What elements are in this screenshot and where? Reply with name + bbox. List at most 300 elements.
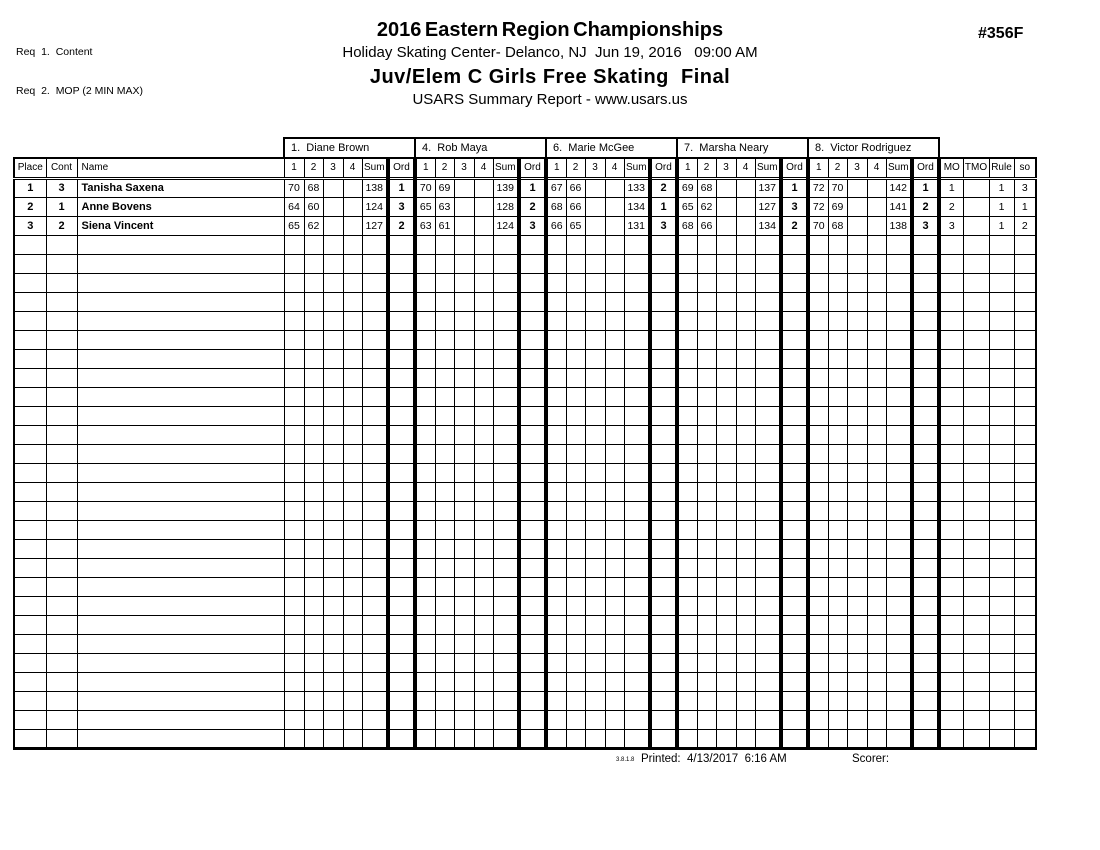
empty-cell (454, 387, 474, 406)
empty-cell (14, 330, 46, 349)
empty-cell (828, 406, 847, 425)
ord-cell: 1 (388, 178, 415, 197)
empty-cell (474, 349, 493, 368)
empty-cell (14, 558, 46, 577)
empty-cell (989, 463, 1014, 482)
empty-cell (343, 520, 362, 539)
col-header-sum: Sum (624, 158, 650, 178)
empty-cell (939, 463, 963, 482)
empty-cell (474, 387, 493, 406)
empty-cell (939, 558, 963, 577)
empty-cell (808, 444, 828, 463)
results-table (13, 137, 1037, 750)
empty-cell (716, 482, 736, 501)
empty-cell (566, 425, 585, 444)
empty-cell (808, 425, 828, 444)
empty-cell (77, 520, 284, 539)
empty-cell (1014, 349, 1036, 368)
empty-cell (362, 235, 388, 254)
empty-cell (736, 520, 755, 539)
empty-cell (624, 387, 650, 406)
empty-cell (546, 311, 566, 330)
empty-cell (519, 235, 546, 254)
empty-cell (650, 520, 677, 539)
empty-cell (912, 558, 939, 577)
empty-cell (886, 235, 912, 254)
empty-cell (566, 368, 585, 387)
empty-cell (435, 596, 454, 615)
empty-cell (939, 235, 963, 254)
empty-cell (546, 349, 566, 368)
empty-cell (284, 425, 304, 444)
empty-cell (14, 425, 46, 444)
empty-cell (493, 596, 519, 615)
empty-cell (435, 368, 454, 387)
col-header-sum: Sum (493, 158, 519, 178)
empty-cell (624, 672, 650, 691)
col-header-tmo: TMO (963, 158, 989, 178)
empty-cell (566, 634, 585, 653)
mark-cell (716, 178, 736, 197)
empty-cell (546, 539, 566, 558)
empty-cell (546, 691, 566, 710)
empty-cell (867, 292, 886, 311)
mark-cell: 70 (808, 216, 828, 235)
empty-cell (77, 254, 284, 273)
empty-cell (474, 653, 493, 672)
empty-cell (677, 520, 697, 539)
empty-cell (1014, 482, 1036, 501)
empty-cell (677, 729, 697, 748)
empty-cell (989, 482, 1014, 501)
mark-cell: 69 (677, 178, 697, 197)
empty-cell (697, 425, 716, 444)
empty-cell (14, 615, 46, 634)
empty-cell (677, 406, 697, 425)
empty-cell (415, 653, 435, 672)
empty-cell (388, 330, 415, 349)
empty-cell (886, 292, 912, 311)
empty-cell (415, 520, 435, 539)
empty-cell (304, 539, 323, 558)
empty-cell (755, 406, 781, 425)
empty-cell (435, 425, 454, 444)
empty-cell (781, 425, 808, 444)
empty-cell (605, 349, 624, 368)
empty-cell (912, 311, 939, 330)
empty-cell (454, 463, 474, 482)
empty-cell (388, 311, 415, 330)
empty-cell (493, 425, 519, 444)
mark-cell (585, 197, 605, 216)
empty-cell (77, 330, 284, 349)
empty-cell (624, 710, 650, 729)
empty-cell (716, 254, 736, 273)
ord-cell: 3 (912, 216, 939, 235)
empty-cell (323, 273, 343, 292)
empty-cell (546, 615, 566, 634)
empty-cell (755, 691, 781, 710)
empty-cell (415, 634, 435, 653)
empty-cell (624, 463, 650, 482)
empty-cell (847, 254, 867, 273)
empty-cell (454, 349, 474, 368)
ord-cell: 1 (519, 178, 546, 197)
empty-cell (989, 311, 1014, 330)
empty-cell (1014, 501, 1036, 520)
empty-cell (939, 254, 963, 273)
empty-cell (605, 672, 624, 691)
empty-cell (519, 482, 546, 501)
ord-cell: 1 (912, 178, 939, 197)
empty-cell (546, 501, 566, 520)
empty-cell (867, 349, 886, 368)
empty-cell (650, 368, 677, 387)
empty-cell (362, 558, 388, 577)
empty-cell (343, 539, 362, 558)
empty-cell (585, 463, 605, 482)
empty-cell (14, 501, 46, 520)
empty-cell (886, 596, 912, 615)
empty-cell (435, 558, 454, 577)
empty-cell (323, 558, 343, 577)
empty-cell (912, 463, 939, 482)
empty-cell (828, 330, 847, 349)
mark-cell: 67 (546, 178, 566, 197)
empty-cell (847, 729, 867, 748)
empty-cell (697, 463, 716, 482)
empty-cell (828, 691, 847, 710)
sum-cell: 127 (755, 197, 781, 216)
empty-cell (697, 406, 716, 425)
col-header-mark4: 4 (474, 158, 493, 178)
empty-cell (546, 653, 566, 672)
table-row (14, 158, 1036, 178)
empty-cell (605, 653, 624, 672)
empty-cell (828, 235, 847, 254)
mark-cell (736, 178, 755, 197)
empty-cell (323, 482, 343, 501)
empty-cell (435, 273, 454, 292)
empty-cell (697, 349, 716, 368)
empty-cell (323, 577, 343, 596)
empty-cell (474, 311, 493, 330)
empty-cell (650, 672, 677, 691)
empty-cell (415, 501, 435, 520)
empty-cell (519, 539, 546, 558)
empty-cell (963, 425, 989, 444)
empty-cell (1014, 406, 1036, 425)
empty-cell (736, 292, 755, 311)
col-header-ord: Ord (781, 158, 808, 178)
mark-cell: 72 (808, 197, 828, 216)
empty-cell (736, 634, 755, 653)
empty-cell (886, 406, 912, 425)
empty-cell (963, 330, 989, 349)
empty-cell (677, 444, 697, 463)
empty-cell (474, 425, 493, 444)
empty-cell (388, 406, 415, 425)
empty-cell (46, 615, 77, 634)
empty-cell (323, 710, 343, 729)
empty-cell (304, 387, 323, 406)
empty-cell (677, 558, 697, 577)
empty-cell (1014, 425, 1036, 444)
empty-cell (304, 273, 323, 292)
empty-cell (912, 672, 939, 691)
empty-cell (388, 387, 415, 406)
empty-cell (781, 463, 808, 482)
rule-cell: 1 (989, 197, 1014, 216)
empty-cell (14, 292, 46, 311)
empty-cell (736, 425, 755, 444)
empty-cell (650, 311, 677, 330)
empty-cell (736, 558, 755, 577)
empty-cell (519, 463, 546, 482)
empty-cell (362, 539, 388, 558)
empty-cell (435, 672, 454, 691)
empty-cell (546, 729, 566, 748)
empty-cell (304, 349, 323, 368)
empty-cell (867, 387, 886, 406)
empty-cell (677, 653, 697, 672)
mark-cell (323, 216, 343, 235)
empty-cell (323, 406, 343, 425)
empty-cell (755, 577, 781, 596)
empty-cell (939, 444, 963, 463)
empty-cell (886, 387, 912, 406)
empty-cell (493, 482, 519, 501)
empty-cell (736, 311, 755, 330)
empty-cell (989, 615, 1014, 634)
empty-cell (650, 482, 677, 501)
empty-cell (886, 691, 912, 710)
empty-cell (912, 729, 939, 748)
mark-cell (454, 216, 474, 235)
empty-cell (716, 292, 736, 311)
empty-cell (46, 691, 77, 710)
empty-cell (388, 558, 415, 577)
empty-cell (847, 463, 867, 482)
empty-cell (697, 520, 716, 539)
empty-cell (755, 349, 781, 368)
empty-cell (781, 235, 808, 254)
empty-cell (284, 710, 304, 729)
empty-cell (77, 710, 284, 729)
empty-cell (886, 273, 912, 292)
empty-cell (650, 634, 677, 653)
empty-cell (546, 520, 566, 539)
empty-cell (605, 558, 624, 577)
empty-cell (847, 558, 867, 577)
empty-cell (755, 634, 781, 653)
cont-cell: 1 (46, 197, 77, 216)
empty-cell (736, 444, 755, 463)
empty-cell (323, 349, 343, 368)
empty-cell (939, 387, 963, 406)
empty-cell (304, 577, 323, 596)
rule-cell: 1 (989, 216, 1014, 235)
empty-cell (624, 596, 650, 615)
empty-cell (46, 387, 77, 406)
empty-cell (650, 254, 677, 273)
empty-cell (546, 425, 566, 444)
printed-timestamp: Printed: 4/13/2017 6:16 AM (641, 753, 787, 765)
mo-cell: 1 (939, 178, 963, 197)
empty-cell (736, 672, 755, 691)
empty-cell (14, 463, 46, 482)
empty-cell (867, 330, 886, 349)
so-cell: 1 (1014, 197, 1036, 216)
empty-cell (605, 596, 624, 615)
empty-cell (304, 292, 323, 311)
empty-cell (781, 406, 808, 425)
empty-cell (566, 653, 585, 672)
empty-cell (847, 425, 867, 444)
table-row (14, 463, 1036, 482)
empty-cell (808, 615, 828, 634)
empty-cell (867, 444, 886, 463)
empty-cell (362, 672, 388, 691)
empty-cell (867, 653, 886, 672)
empty-cell (343, 729, 362, 748)
empty-cell (435, 254, 454, 273)
empty-cell (650, 501, 677, 520)
mark-cell (867, 216, 886, 235)
empty-cell (808, 729, 828, 748)
empty-cell (519, 615, 546, 634)
empty-cell (1014, 558, 1036, 577)
empty-cell (14, 311, 46, 330)
empty-cell (304, 710, 323, 729)
empty-cell (989, 653, 1014, 672)
empty-cell (1014, 235, 1036, 254)
empty-cell (1014, 729, 1036, 748)
ord-cell: 1 (781, 178, 808, 197)
empty-cell (343, 653, 362, 672)
empty-cell (77, 444, 284, 463)
empty-cell (388, 463, 415, 482)
empty-cell (963, 520, 989, 539)
empty-cell (14, 596, 46, 615)
empty-cell (474, 710, 493, 729)
empty-cell (736, 482, 755, 501)
empty-cell (415, 292, 435, 311)
table-row (14, 729, 1036, 748)
mark-cell: 69 (435, 178, 454, 197)
mark-cell (605, 197, 624, 216)
empty-cell (989, 349, 1014, 368)
empty-cell (519, 254, 546, 273)
empty-cell (46, 729, 77, 748)
empty-cell (415, 330, 435, 349)
empty-cell (415, 596, 435, 615)
empty-cell (362, 254, 388, 273)
empty-cell (1014, 463, 1036, 482)
empty-cell (46, 406, 77, 425)
empty-cell (963, 729, 989, 748)
empty-cell (939, 349, 963, 368)
empty-cell (716, 463, 736, 482)
sum-cell: 128 (493, 197, 519, 216)
empty-cell (46, 482, 77, 501)
event-title: Juv/Elem C Girls Free Skating Final (369, 66, 731, 88)
empty-cell (989, 444, 1014, 463)
empty-cell (343, 558, 362, 577)
empty-cell (546, 558, 566, 577)
empty-cell (343, 501, 362, 520)
empty-cell (677, 254, 697, 273)
spacer-cell (939, 138, 1036, 158)
empty-cell (323, 691, 343, 710)
empty-cell (585, 672, 605, 691)
empty-cell (454, 729, 474, 748)
empty-cell (808, 558, 828, 577)
empty-cell (939, 482, 963, 501)
empty-cell (546, 596, 566, 615)
col-header-sum: Sum (755, 158, 781, 178)
empty-cell (886, 368, 912, 387)
empty-cell (828, 577, 847, 596)
empty-cell (519, 596, 546, 615)
empty-cell (677, 634, 697, 653)
table-row (14, 558, 1036, 577)
empty-cell (435, 501, 454, 520)
empty-cell (77, 406, 284, 425)
empty-cell (14, 672, 46, 691)
empty-cell (939, 615, 963, 634)
empty-cell (435, 444, 454, 463)
empty-cell (1014, 710, 1036, 729)
empty-cell (624, 615, 650, 634)
table-row (14, 691, 1036, 710)
empty-cell (77, 292, 284, 311)
empty-cell (677, 482, 697, 501)
empty-cell (867, 596, 886, 615)
empty-cell (435, 482, 454, 501)
empty-cell (912, 387, 939, 406)
empty-cell (566, 235, 585, 254)
empty-cell (963, 254, 989, 273)
empty-cell (1014, 387, 1036, 406)
empty-cell (755, 482, 781, 501)
empty-cell (77, 387, 284, 406)
empty-cell (624, 311, 650, 330)
col-header-mark3: 3 (716, 158, 736, 178)
mark-cell (323, 178, 343, 197)
mark-cell (716, 216, 736, 235)
empty-cell (362, 444, 388, 463)
sum-cell: 124 (493, 216, 519, 235)
empty-cell (828, 634, 847, 653)
event-number: #356F (978, 25, 1024, 42)
empty-cell (415, 558, 435, 577)
empty-cell (1014, 577, 1036, 596)
empty-cell (697, 330, 716, 349)
empty-cell (435, 615, 454, 634)
empty-cell (415, 615, 435, 634)
table-row (14, 425, 1036, 444)
mark-cell (605, 216, 624, 235)
empty-cell (46, 672, 77, 691)
empty-cell (566, 710, 585, 729)
empty-cell (77, 368, 284, 387)
mark-cell: 72 (808, 178, 828, 197)
empty-cell (781, 577, 808, 596)
empty-cell (650, 615, 677, 634)
empty-cell (963, 615, 989, 634)
col-header-mark2: 2 (697, 158, 716, 178)
